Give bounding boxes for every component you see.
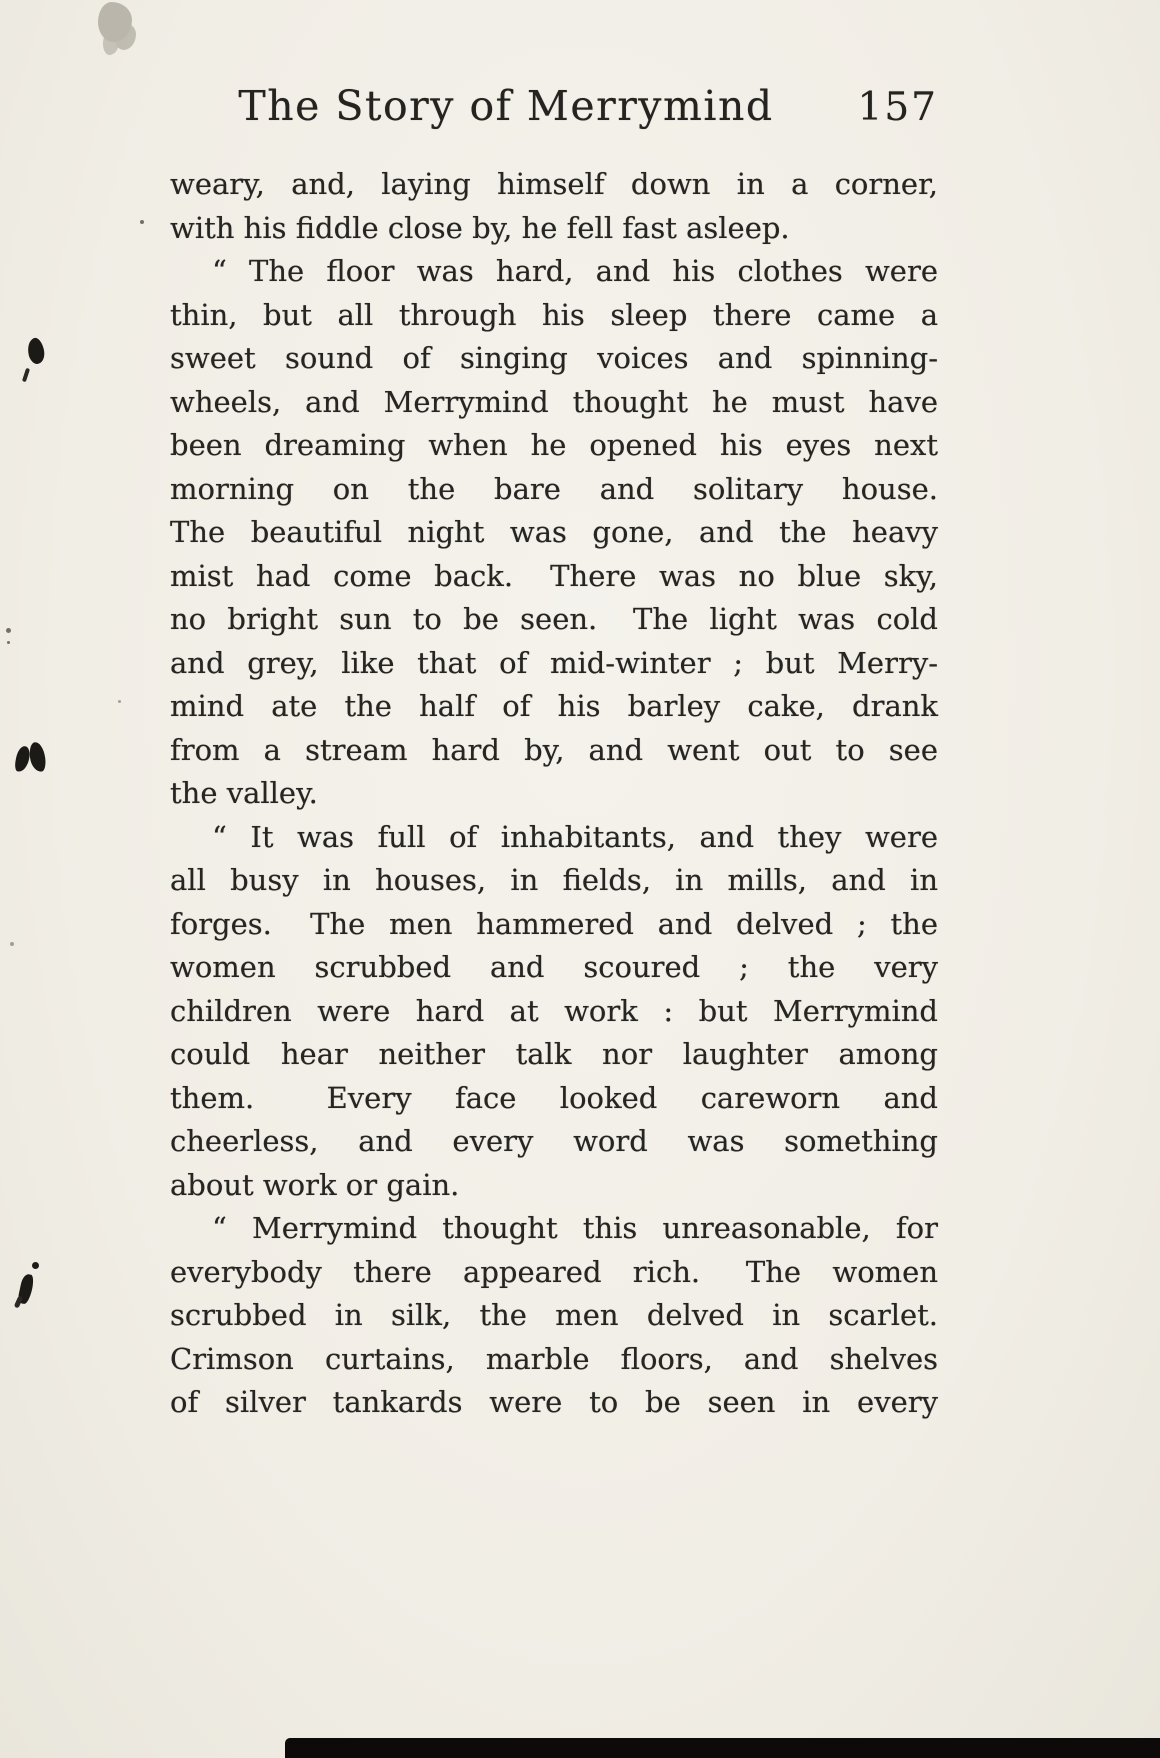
text-line: cheerless, and every word was something xyxy=(170,1124,938,1158)
text-line: The beautiful night was gone, and the heavy xyxy=(170,515,938,549)
paragraph xyxy=(170,1207,938,1425)
paper-speck xyxy=(118,700,121,703)
text-line: forges. The men hammered and delved ; the xyxy=(170,906,938,941)
text-line: women scrubbed and scoured ; the very xyxy=(170,950,938,984)
text-line: with his fiddle close by, he fell fast asleep. xyxy=(170,210,790,245)
text-line: of silver tankards were to be seen in every xyxy=(170,1385,938,1419)
scan-edge-bar xyxy=(285,1738,1160,1758)
text-line: no bright sun to be seen. The light was cold xyxy=(170,602,938,636)
text-line: thin, but all through his sleep there came a xyxy=(170,297,938,332)
text-line: everybody there appeared rich. The women xyxy=(170,1254,938,1289)
text-line: “ The floor was hard, and his clothes were xyxy=(212,254,938,288)
text-line: wheels, and Merrymind thought he must have xyxy=(170,384,938,419)
text-line: them. Every face looked careworn and xyxy=(170,1080,938,1115)
text-line: Crimson curtains, marble floors, and shelves xyxy=(170,1341,938,1376)
text-line: sweet sound of singing voices and spinning- xyxy=(170,341,938,375)
paragraph xyxy=(170,163,938,250)
text-line: all busy in houses, in fields, in mills, and in xyxy=(170,863,938,897)
paragraph xyxy=(170,816,938,1208)
paragraph xyxy=(170,250,938,816)
text-line: mind ate the half of his barley cake, drank xyxy=(170,689,938,723)
ink-blot-icon xyxy=(16,742,48,776)
print-smudge-icon xyxy=(98,2,132,42)
text-line: the valley. xyxy=(170,776,318,810)
text-line: weary, and, laying himself down in a corner, xyxy=(170,167,938,201)
text-line: “ Merrymind thought this unreasonable, for xyxy=(212,1211,938,1245)
running-title: The Story of Merrymind xyxy=(238,82,774,130)
page-header xyxy=(170,82,938,130)
ink-blot-icon xyxy=(14,1262,42,1310)
text-line: about work or gain. xyxy=(170,1167,460,1202)
text-line: morning on the bare and solitary house. xyxy=(170,471,938,506)
ink-blot-icon xyxy=(24,338,50,386)
text-line: and grey, like that of mid-winter ; but Merry- xyxy=(170,645,938,680)
text-line: “ It was full of inhabitants, and they were xyxy=(212,819,938,854)
page-number: 157 xyxy=(857,85,938,130)
text-block xyxy=(170,163,938,1425)
paper-speck xyxy=(6,628,11,633)
text-line: mist had come back. There was no blue sky, xyxy=(170,558,938,593)
paper-speck xyxy=(140,220,144,224)
text-line: been dreaming when he opened his eyes next xyxy=(170,428,938,462)
text-line: from a stream hard by, and went out to see xyxy=(170,732,938,767)
text-line: scrubbed in silk, the men delved in scarlet. xyxy=(170,1298,938,1332)
text-line: children were hard at work : but Merrymind xyxy=(170,993,938,1028)
paper-speck xyxy=(10,942,14,946)
text-line: could hear neither talk nor laughter among xyxy=(170,1037,938,1071)
